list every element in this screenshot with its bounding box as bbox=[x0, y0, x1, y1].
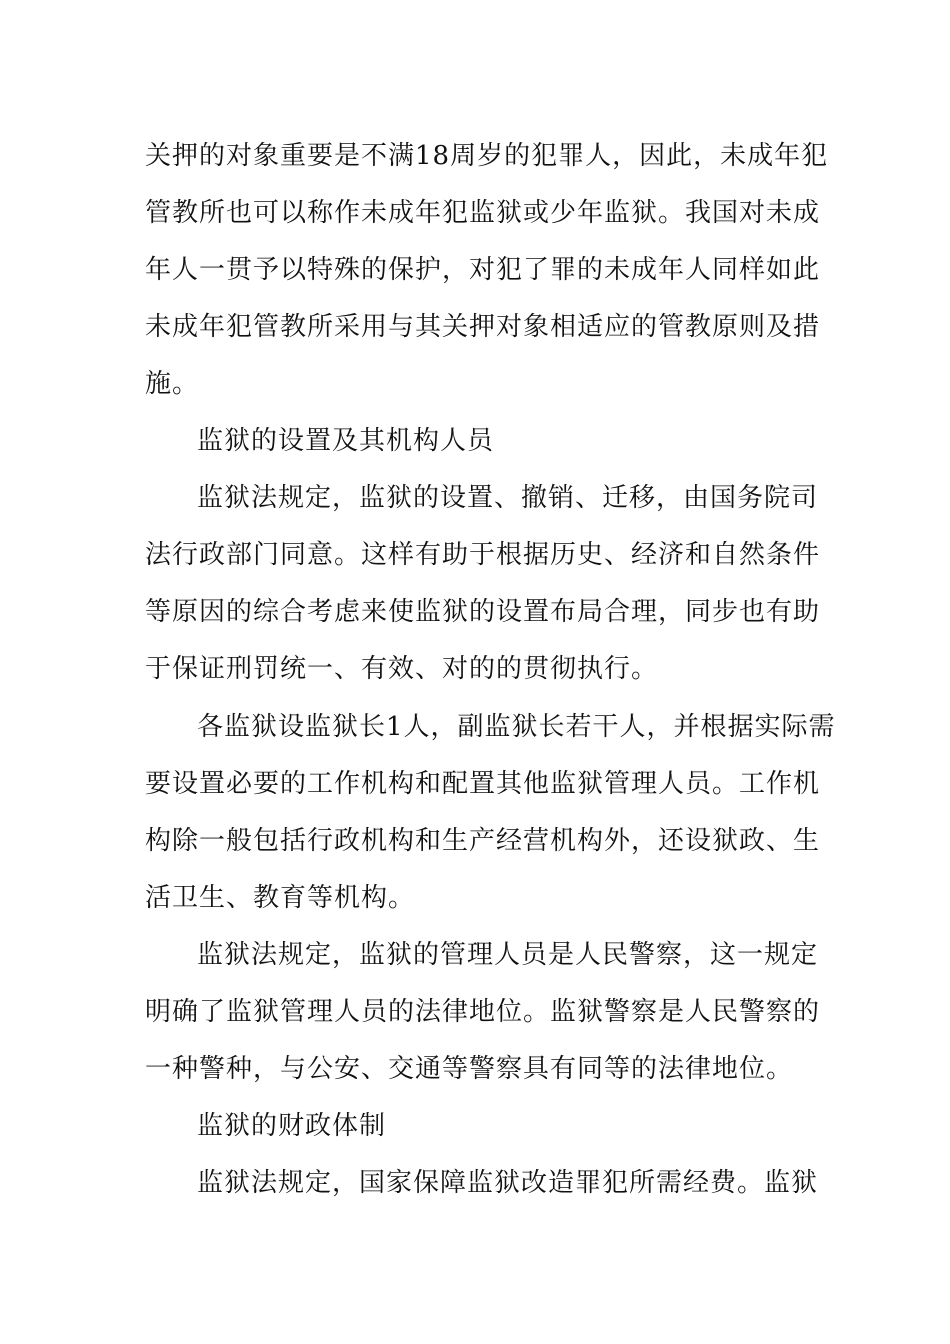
text-line: 要设置必要的工作机构和配置其他监狱管理人员。工作机 bbox=[145, 769, 821, 799]
text-line: 明确了监狱管理人员的法律地位。监狱警察是人民警察的 bbox=[145, 997, 821, 1027]
text-line: 各监狱设监狱长1人，副监狱长若干人，并根据实际需 bbox=[197, 712, 836, 742]
text-line: 一种警种，与公安、交通等警察具有同等的法律地位。 bbox=[145, 1054, 794, 1084]
text-line: 活卫生、教育等机构。 bbox=[145, 883, 416, 913]
text-line: 监狱法规定，国家保障监狱改造罪犯所需经费。监狱 bbox=[197, 1168, 819, 1198]
text-line: 监狱法规定，监狱的管理人员是人民警察，这一规定 bbox=[197, 940, 819, 970]
text-line: 法行政部门同意。这样有助于根据历史、经济和自然条件 bbox=[145, 540, 821, 570]
section-heading: 监狱的设置及其机构人员 bbox=[197, 426, 495, 456]
text-line: 监狱法规定，监狱的设置、撤销、迁移，由国务院司 bbox=[197, 483, 819, 513]
text-line: 于保证刑罚统一、有效、对的的贯彻执行。 bbox=[145, 654, 659, 684]
text-line: 构除一般包括行政机构和生产经营机构外，还设狱政、生 bbox=[145, 826, 821, 856]
text-line: 年人一贯予以特殊的保护，对犯了罪的未成年人同样如此 bbox=[145, 255, 821, 285]
text-line: 等原因的综合考虑来使监狱的设置布局合理，同步也有助 bbox=[145, 597, 821, 627]
section-heading: 监狱的财政体制 bbox=[197, 1111, 387, 1141]
text-line: 施。 bbox=[145, 369, 200, 399]
text-line: 管教所也可以称作未成年犯监狱或少年监狱。我国对未成 bbox=[145, 198, 821, 228]
text-line: 未成年犯管教所采用与其关押对象相适应的管教原则及措 bbox=[145, 312, 821, 342]
text-line: 关押的对象重要是不满18周岁的犯罪人，因此，未成年犯 bbox=[145, 141, 829, 171]
